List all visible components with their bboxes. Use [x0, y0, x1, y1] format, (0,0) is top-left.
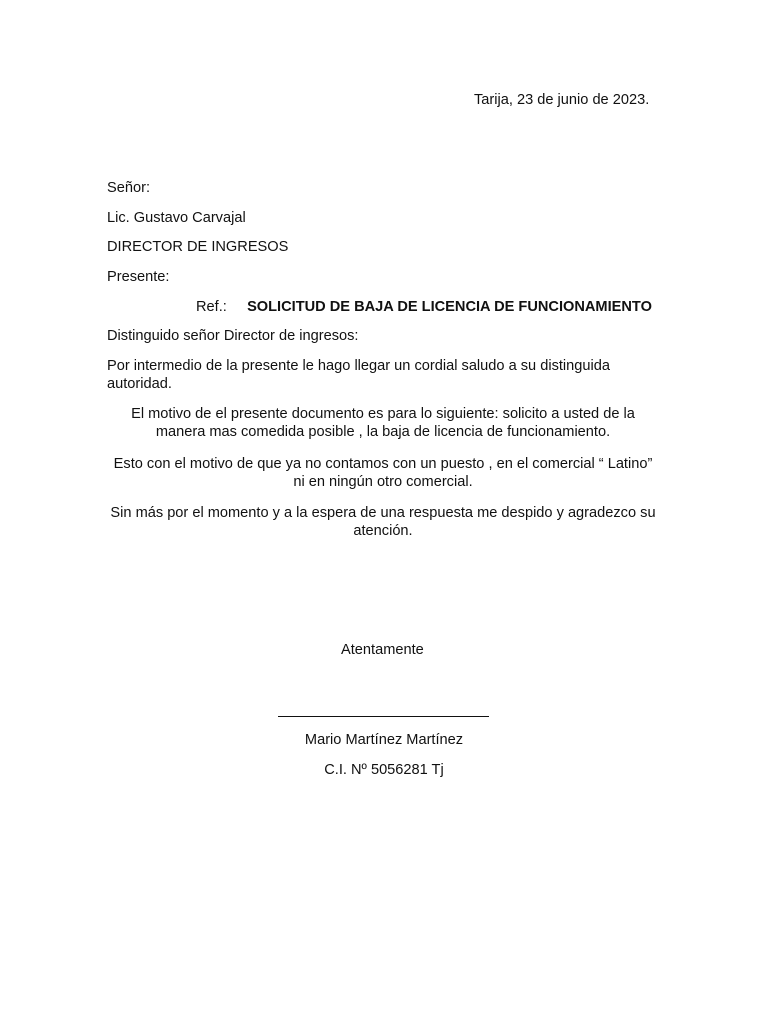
recipient-title: DIRECTOR DE INGRESOS: [107, 239, 289, 255]
signature-line: [278, 716, 489, 717]
presente-label: Presente:: [107, 269, 170, 285]
paragraph-farewell: Sin más por el momento y a la espera de una respuesta me despido y agradezco su atención.: [110, 505, 656, 539]
reference-label: Ref.:: [196, 299, 227, 315]
signer-id: C.I. Nº 5056281 Tj: [324, 762, 444, 778]
closing: Atentamente: [341, 642, 424, 658]
greeting: Distinguido señor Director de ingresos:: [107, 328, 359, 344]
reference-subject: SOLICITUD DE BAJA DE LICENCIA DE FUNCIONAMIENTO: [247, 299, 652, 315]
recipient-name: Lic. Gustavo Carvajal: [107, 210, 246, 226]
reference-line: [196, 298, 652, 316]
paragraph-reason: Esto con el motivo de que ya no contamos con un puesto , en el comercial “ Latino” ni en ningún otro comercial.: [113, 456, 653, 490]
letter-date: Tarija, 23 de junio de 2023.: [474, 92, 650, 108]
paragraph-request: El motivo de el presente documento es para lo siguiente: solicito a usted de la manera mas comedida posible , la baja de licencia de funcionamiento.: [131, 406, 635, 440]
salutation: Señor:: [107, 180, 150, 196]
paragraph-greeting: Por intermedio de la presente le hago llegar un cordial saludo a su distinguida autoridad.: [107, 358, 610, 392]
signer-name: Mario Martínez Martínez: [304, 732, 464, 748]
